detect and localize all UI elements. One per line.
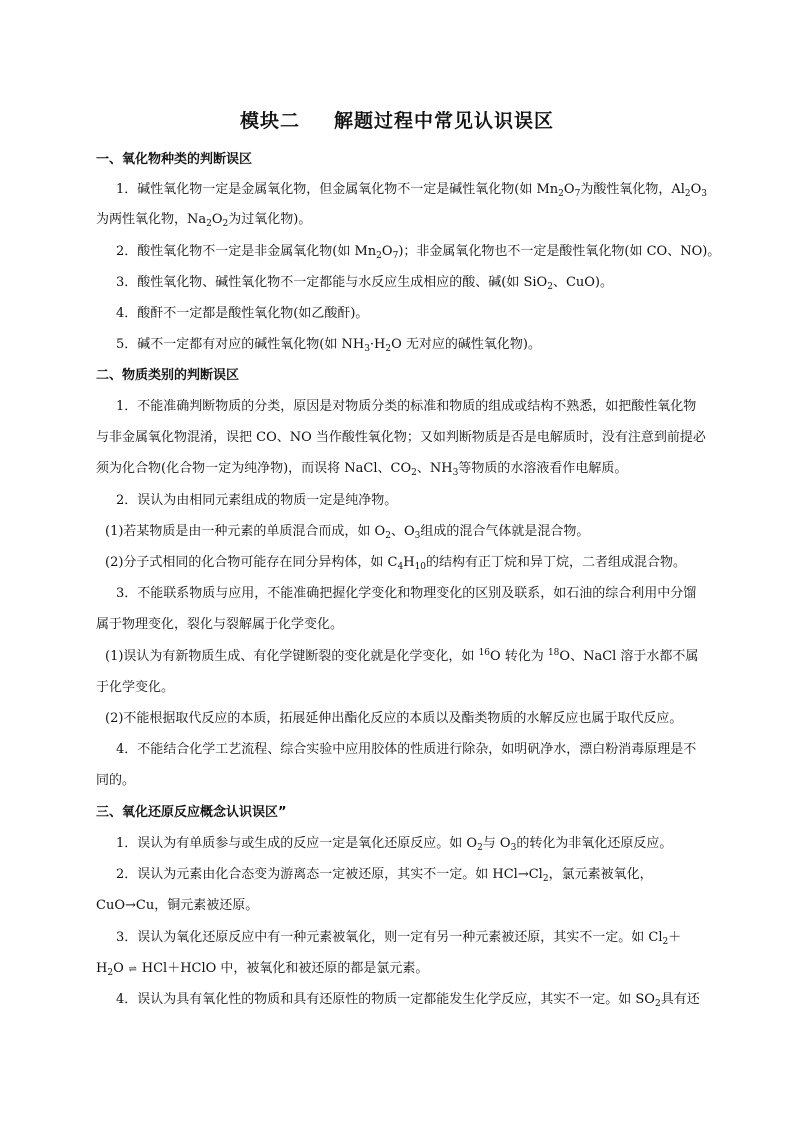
s3-paragraph-2-line-2: CuO→Cu，铜元素被还原。 <box>96 898 259 913</box>
s1-paragraph-5: 5．碱不一定都有对应的碱性氧化物(如 $NH_3\cdot H_2O$ 无对应的碱性氧化物)。 <box>116 337 542 354</box>
page-title <box>0 106 794 133</box>
section-heading-3: 三、氧化还原反应概念认识误区” <box>96 805 287 820</box>
s1-paragraph-3: 3．酸性氧化物、碱性氧化物不一定都能与水反应生成相应的酸、碱(如 SiO$_2$、CuO)。 <box>116 275 613 292</box>
s2-paragraph-4-line-1: 4．不能结合化学工艺流程、综合实验中应用胶体的性质进行除杂，如明矾净水，漂白粉消毒原理是不 <box>116 742 697 757</box>
s2-paragraph-3-item-1-line-1: (1)误认为有新物质生成、有化学键断裂的变化就是化学变化，如 $^{16}$O 转化为 $^{18}$O、NaCl 溶于水都不属 <box>105 648 699 664</box>
title-topic: 解题过程中常见认识误区 <box>334 110 555 132</box>
s1-paragraph-1-line-2: 为两性氧化物，$Na_2O_2$为过氧化物)。 <box>96 212 312 229</box>
s2-paragraph-1-line-3: 须为化合物(化合物一定为纯净物)，而误将 NaCl、$CO_2$、$NH_3$等物质的水溶液看作电解质。 <box>96 461 628 478</box>
s2-paragraph-2-item-1: (1)若某物质是由一种元素的单质混合而成，如 $O_2$、$O_3$组成的混合气体就是混合物。 <box>105 524 590 541</box>
s3-paragraph-2-line-1: 2．误认为元素由化合态变为游离态一定被还原，其实不一定。如 $HCl\to Cl_2$，氯元素被氧化， <box>116 867 653 884</box>
s3-paragraph-4-line-1: 4．误认为具有氧化性的物质和具有还原性的物质一定都能发生化学反应，其实不一定。如 $SO_2$具有还 <box>116 992 700 1009</box>
s1-paragraph-4: 4．酸酐不一定都是酸性氧化物(如乙酸酐)。 <box>116 306 369 321</box>
s2-paragraph-4-line-2: 同的。 <box>96 773 136 788</box>
s2-paragraph-1-line-2: 与非金属氧化物混淆，误把 CO、NO 当作酸性氧化物；又如判断物质是否是电解质时，没有注意到前提必 <box>96 430 706 445</box>
s2-paragraph-3-line-1: 3．不能联系物质与应用，不能准确把握化学变化和物理变化的区别及联系，如石油的综合利用中分馏 <box>116 586 697 601</box>
equilibrium-arrow-icon: ⇌ <box>128 964 137 975</box>
section-heading-2: 二、物质类别的判断误区 <box>96 368 240 383</box>
s1-paragraph-1-line-1: 1．碱性氧化物一定是金属氧化物，但金属氧化物不一定是碱性氧化物(如 $Mn_2O_7$为酸性氧化物，$Al_2O_3$ <box>116 182 707 199</box>
s3-paragraph-3-line-1: 3．误认为氧化还原反应中有一种元素被氧化，则一定有另一种元素被还原，其实不一定。如 $Cl_2+$ <box>116 930 682 947</box>
s2-paragraph-3-line-2: 属于物理变化，裂化与裂解属于化学变化。 <box>96 617 344 632</box>
s2-paragraph-1-line-1: 1．不能准确判断物质的分类，原因是对物质分类的标准和物质的组成或结构不熟悉，如把酸性氧化物 <box>116 399 697 414</box>
s3-paragraph-1: 1．误认为有单质参与或生成的反应一定是氧化还原反应。如 $O_2$与 $O_3$的转化为非氧化还原反应。 <box>116 836 673 853</box>
title-module: 模块二 <box>239 110 300 132</box>
s2-paragraph-3-item-1-line-2: 于化学变化。 <box>96 680 175 695</box>
s1-paragraph-2: 2．酸性氧化物不一定是非金属氧化物(如 $Mn_2O_7$)；非金属氧化物也不一定是酸性氧化物(如 CO、NO)。 <box>116 244 721 261</box>
s2-paragraph-2-item-2: (2)分子式相同的化合物可能存在同分异构体，如 $C_4H_{10}$的结构有正丁烷和异丁烷，二者组成混合物。 <box>105 555 687 572</box>
section-heading-1: 一、氧化物种类的判断误区 <box>96 152 253 167</box>
s2-paragraph-3-item-2: (2)不能根据取代反应的本质，拓展延伸出酯化反应的本质以及酯类物质的水解反应也属于取代反应。 <box>105 711 683 726</box>
s3-paragraph-3-line-2: $H_2O$ ⇌ HCl＋HClO 中，被氧化和被还原的都是氯元素。 <box>96 961 429 978</box>
s2-paragraph-2: 2．误认为由相同元素组成的物质一定是纯净物。 <box>116 493 398 508</box>
